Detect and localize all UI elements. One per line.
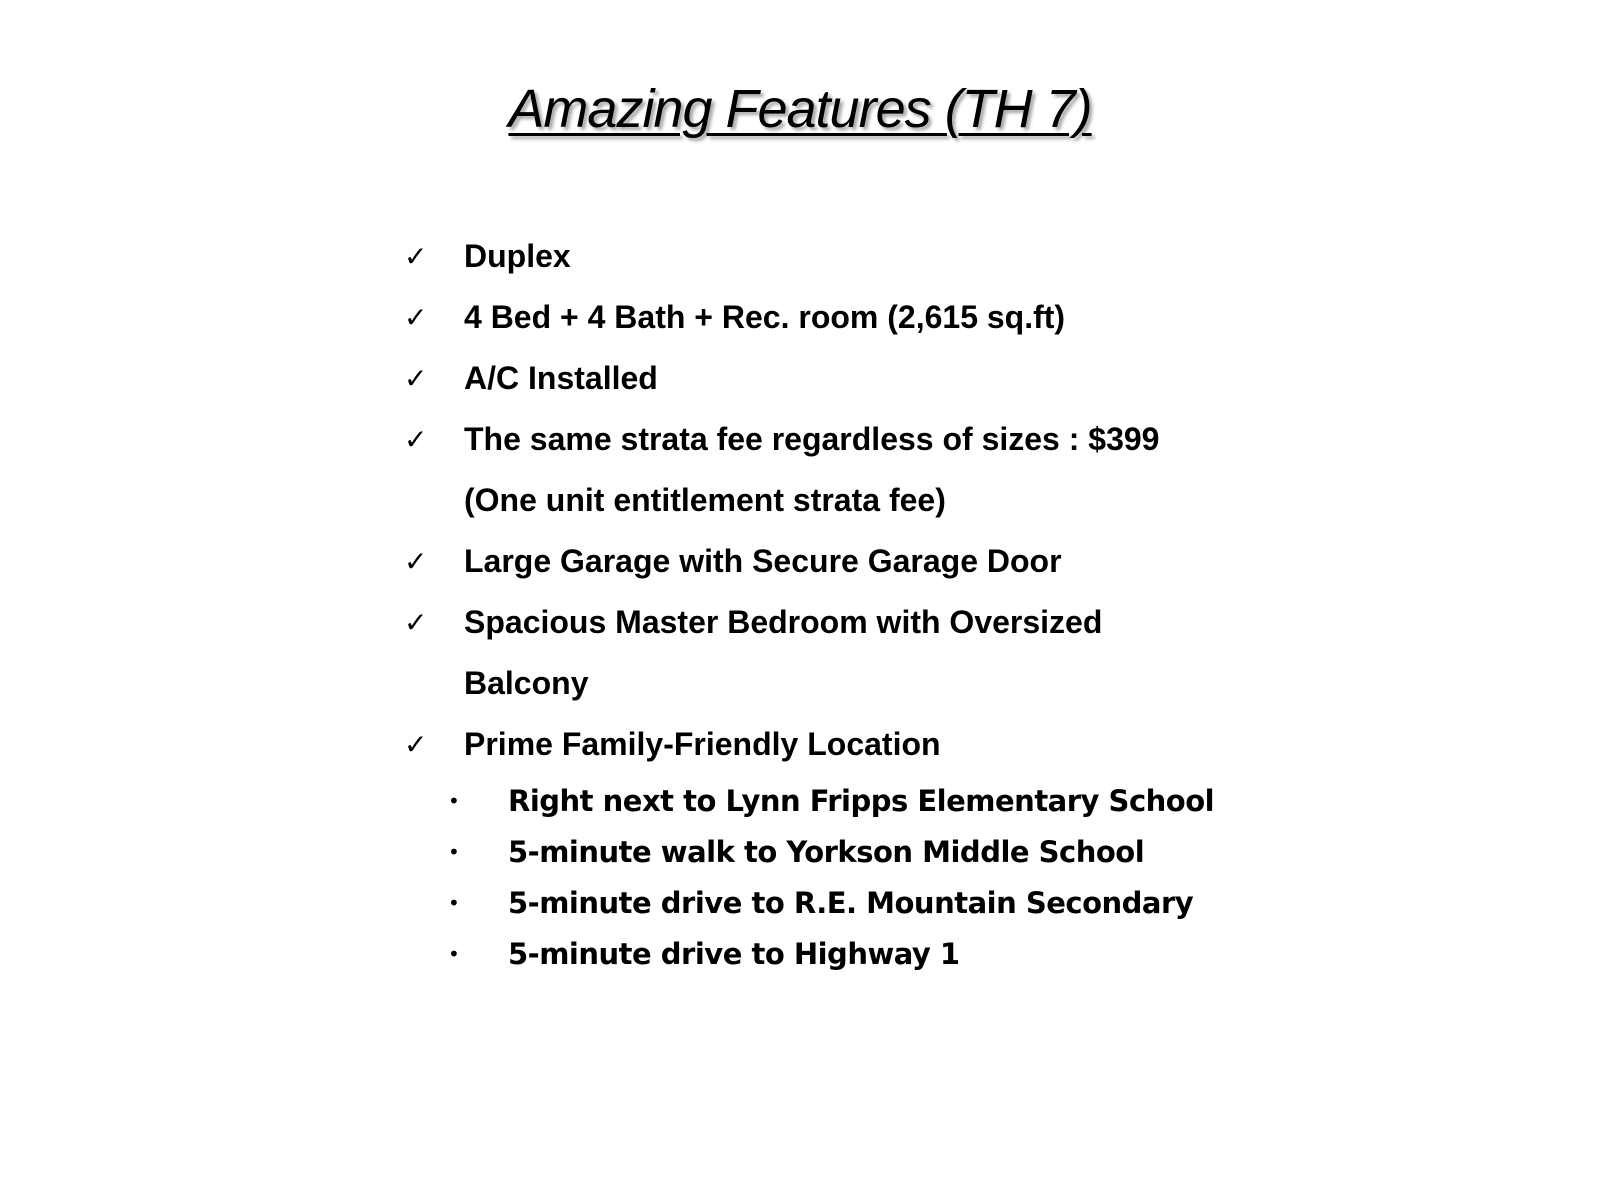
bullet-icon: •: [448, 840, 460, 864]
checkmark-icon: ✓: [404, 301, 428, 334]
feature-text-continued: Balcony: [464, 665, 589, 701]
checkmark-icon: ✓: [404, 606, 428, 639]
location-detail-list: [448, 776, 1308, 980]
feature-text: Spacious Master Bedroom with Oversized: [464, 604, 1103, 640]
bullet-icon: •: [448, 942, 460, 966]
feature-text: 4 Bed + 4 Bath + Rec. room (2,615 sq.ft): [464, 299, 1066, 335]
location-detail-item: [448, 878, 1308, 929]
feature-list: [404, 226, 1304, 775]
feature-text: The same strata fee regardless of sizes : $399: [464, 421, 1160, 457]
feature-item: [404, 348, 1304, 409]
location-detail-text: 5-minute walk to Yorkson Middle School: [508, 835, 1145, 869]
feature-item: [404, 226, 1304, 287]
feature-item: [404, 714, 1304, 775]
feature-text: Large Garage with Secure Garage Door: [464, 543, 1062, 579]
location-detail-text: 5-minute drive to R.E. Mountain Secondary: [508, 886, 1194, 920]
feature-item: [404, 531, 1304, 592]
location-detail-item: [448, 776, 1308, 827]
feature-item: [404, 409, 1304, 531]
checkmark-icon: ✓: [404, 545, 428, 578]
feature-text: A/C Installed: [464, 360, 658, 396]
location-detail-item: [448, 827, 1308, 878]
feature-item: [404, 287, 1304, 348]
checkmark-icon: ✓: [404, 423, 428, 456]
slide-title: Amazing Features (TH 7): [508, 79, 1092, 139]
feature-text: Duplex: [464, 238, 571, 274]
checkmark-icon: ✓: [404, 362, 428, 395]
bullet-icon: •: [448, 789, 460, 813]
bullet-icon: •: [448, 891, 460, 915]
location-detail-text: Right next to Lynn Fripps Elementary School: [508, 784, 1215, 818]
checkmark-icon: ✓: [404, 240, 428, 273]
feature-item: [404, 592, 1304, 714]
feature-text: Prime Family-Friendly Location: [464, 726, 941, 762]
feature-text-continued: (One unit entitlement strata fee): [464, 482, 946, 518]
checkmark-icon: ✓: [404, 728, 428, 761]
location-detail-text: 5-minute drive to Highway 1: [508, 937, 960, 971]
location-detail-item: [448, 929, 1308, 980]
